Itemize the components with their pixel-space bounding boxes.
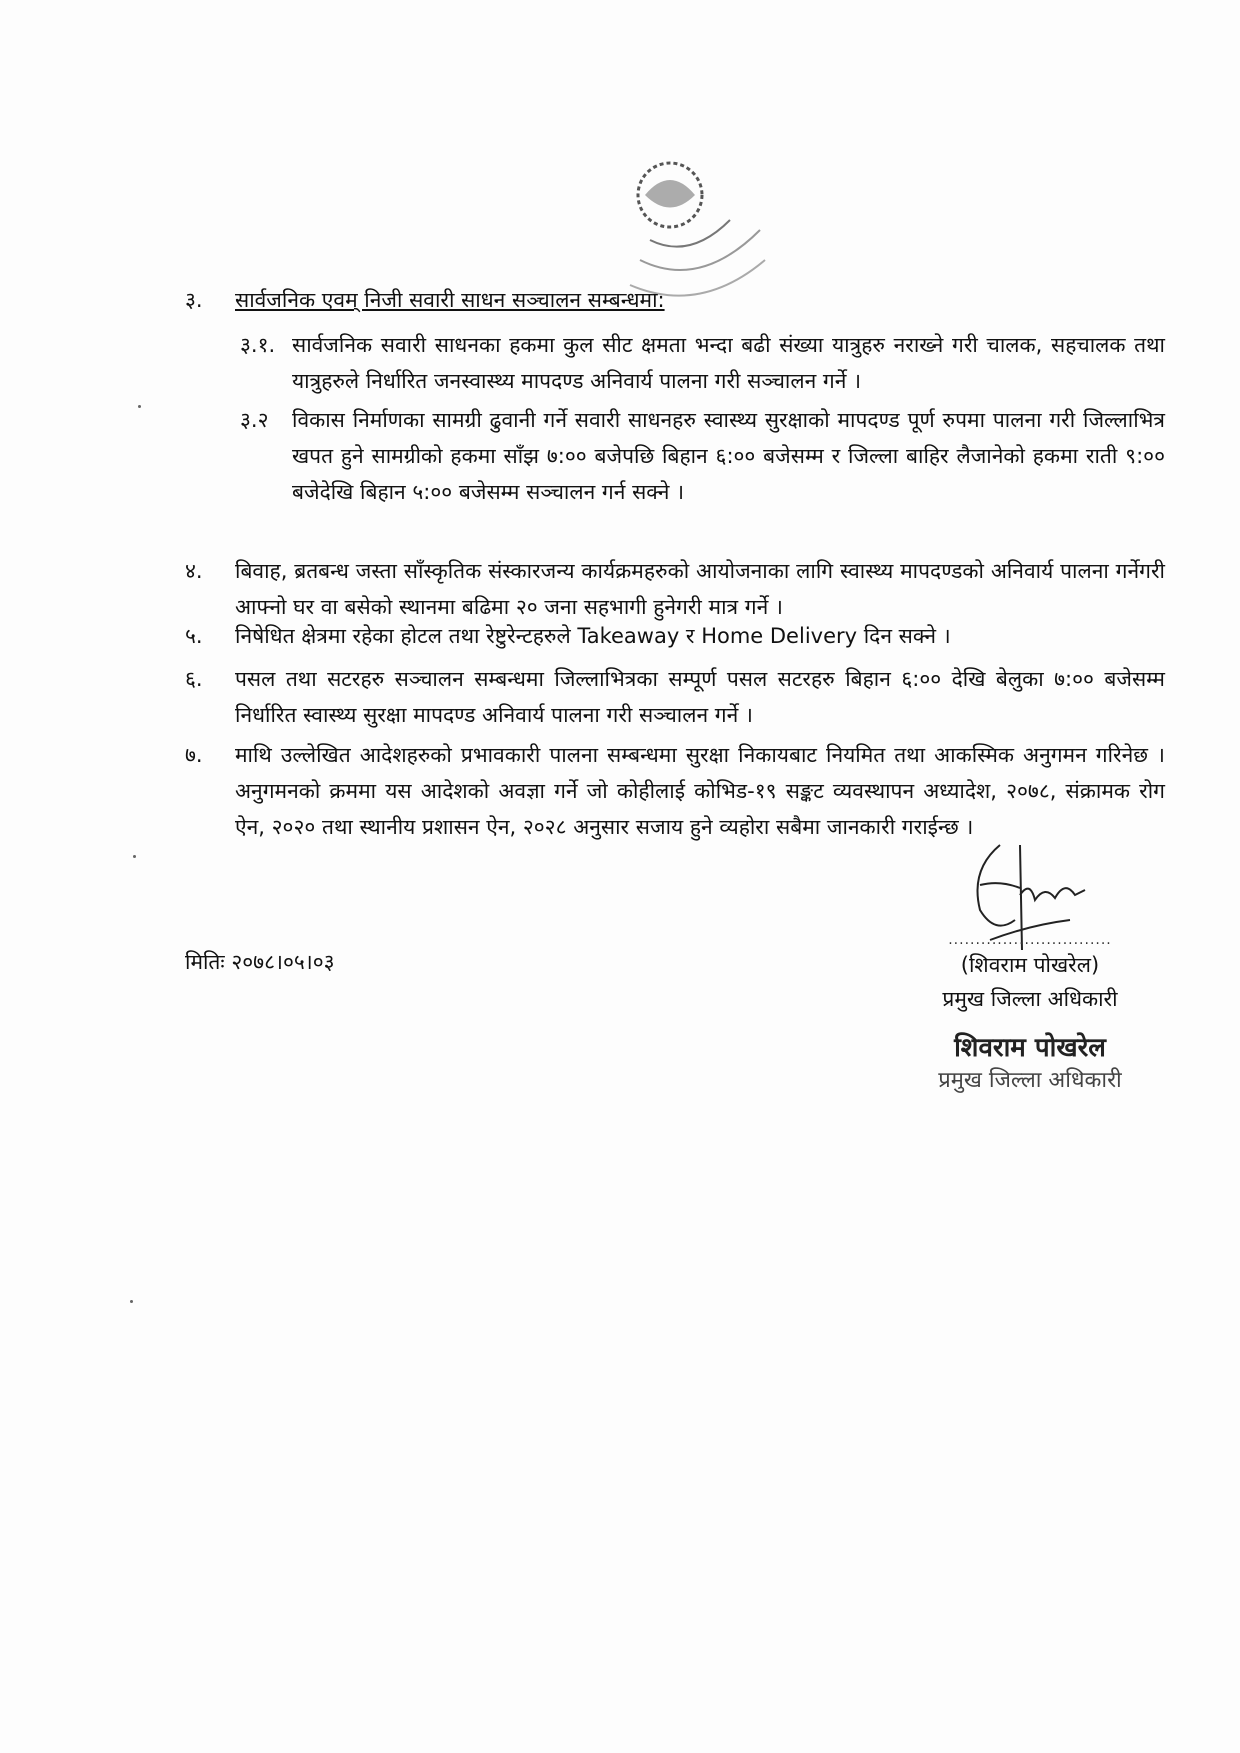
section-text: माथि उल्लेखित आदेशहरुको प्रभावकारी पालना सम्बन्धमा सुरक्षा निकायबाट नियमित तथा आकस्मिक अनुगमन गरिनेछ । अनुगमनको क्रममा यस आदेशको अवज्ञा गर्ने जो कोहीलाई कोभिड-१९ सङ्कट व्यवस्थापन अध्यादेश, २०७८, संक्रामक रोग ऐन, २०२० तथा स्थानीय प्रशासन ऐन, २०२८ अनुसार सजाय हुने व्यहोरा सबैमा जानकारी गराईन्छ ।: [235, 743, 1165, 839]
section-3: [185, 282, 1165, 318]
document-date: मितिः २०७८।०५।०३: [185, 950, 335, 974]
section-text: पसल तथा सटरहरु सञ्चालन सम्बन्धमा जिल्लाभित्रका सम्पूर्ण पसल सटरहरु बिहान ६:०० देखि बेलुका ७:०० बजेसम्म निर्धारित स्वास्थ्य सुरक्षा मापदण्ड अनिवार्य पालना गरी सञ्चालन गर्ने ।: [235, 667, 1165, 727]
scan-speck: [130, 1300, 133, 1303]
section-number: ६.: [185, 667, 203, 691]
scan-speck: [133, 855, 136, 858]
section-number: ३.२: [240, 408, 269, 432]
section-4: [185, 553, 1165, 625]
section-3-2: [240, 402, 1165, 510]
section-text: निषेधित क्षेत्रमा रहेका होटल तथा रेष्टुरेन्टहरुले Takeaway र Home Delivery दिन सक्ने ।: [235, 624, 951, 648]
section-number: ३.: [185, 288, 203, 312]
section-text: सार्वजनिक सवारी साधनका हकमा कुल सीट क्षमता भन्दा बढी संख्या यात्रुहरु नराख्ने गरी चालक, सहचालक तथा यात्रुहरुले निर्धारित जनस्वास्थ्य मापदण्ड अनिवार्य पालना गरी सञ्चालन गर्ने ।: [292, 333, 1165, 393]
section-text: बिवाह, ब्रतबन्ध जस्ता साँस्कृतिक संस्कारजन्य कार्यक्रमहरुको आयोजनाका लागि स्वास्थ्य मापदण्डको अनिवार्य पालना गर्नेगरी आफ्नो घर वा बसेको स्थानमा बढिमा २० जना सहभागी हुनेगरी मात्र गर्ने ।: [235, 559, 1165, 619]
section-number: ३.१.: [240, 333, 276, 357]
section-number: ५.: [185, 624, 203, 648]
stamp-name: शिवराम पोखरेल: [954, 1033, 1106, 1063]
signatory-designation: प्रमुख जिल्ला अधिकारी: [942, 987, 1118, 1011]
section-3-1: [240, 327, 1165, 399]
stamp-designation: प्रमुख जिल्ला अधिकारी: [938, 1068, 1122, 1093]
signature-line: ..............................: [948, 932, 1112, 948]
section-heading: सार्वजनिक एवम् निजी सवारी साधन सञ्चालन सम्बन्धमा:: [235, 288, 665, 312]
signatory-name: (शिवराम पोखरेल): [960, 953, 1100, 977]
section-5: [185, 618, 1165, 654]
section-text: विकास निर्माणका सामग्री ढुवानी गर्ने सवारी साधनहरु स्वास्थ्य सुरक्षाको मापदण्ड पूर्ण रुपमा पालना गरी जिल्लाभित्र खपत हुने सामग्रीको हकमा साँझ ७:०० बजेपछि बिहान ६:०० बजेसम्म र जिल्ला बाहिर लैजानेको हकमा राती ९:०० बजेदेखि बिहान ५:०० बजेसम्म सञ्चालन गर्न सक्ने ।: [292, 408, 1165, 504]
signature-block: [900, 840, 1160, 1094]
section-6: [185, 661, 1165, 733]
section-7: [185, 737, 1165, 845]
section-number: ४.: [185, 559, 203, 583]
section-number: ७.: [185, 743, 203, 767]
scan-speck: [138, 405, 141, 408]
